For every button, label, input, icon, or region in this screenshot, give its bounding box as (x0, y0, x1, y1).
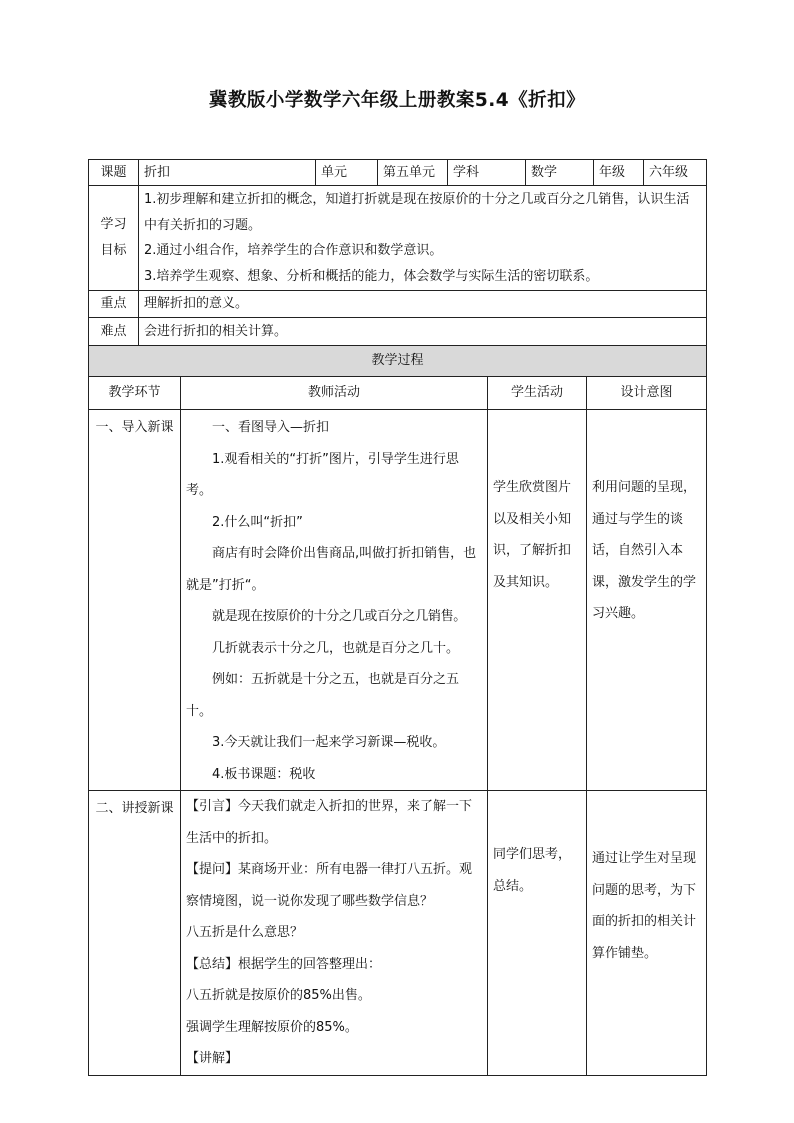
student-activity-cell: 同学们思考，总结。 (488, 791, 587, 1076)
subject-value: 数学 (526, 160, 594, 186)
key-point-label: 重点 (89, 291, 139, 318)
column-header-intent: 设计意图 (587, 377, 707, 410)
design-intent-cell: 通过让学生对呈现问题的思考，为下面的折扣的相关计算作铺垫。 (587, 791, 707, 1076)
goal-item: 1.初步理解和建立折扣的概念，知道打折就是现在按原价的十分之几或百分之几销售，认识生活中有关折扣的习题。 (144, 192, 690, 233)
unit-label: 单元 (316, 160, 378, 186)
topic-value: 折扣 (139, 160, 316, 186)
subject-label: 学科 (448, 160, 526, 186)
teacher-line: 商店有时会降价出售商品,叫做打折扣销售，也就是”打折“。 (186, 546, 477, 593)
column-header-student: 学生活动 (488, 377, 587, 410)
teacher-line: 八五折就是按原价的85%出售。 (186, 988, 371, 1003)
process-header: 教学过程 (89, 346, 707, 377)
column-header-teacher: 教师活动 (181, 377, 488, 410)
document-title: 冀教版小学数学六年级上册教案5.4《折扣》 (208, 90, 586, 111)
grade-value: 六年级 (644, 160, 707, 186)
teacher-line: 4.板书课题：税收 (212, 766, 316, 782)
teacher-line: 【提问】某商场开业：所有电器一律打八五折。观察情境图，说一说你发现了哪些数学信息？ (186, 862, 473, 909)
goals-label-line-1: 学习 (100, 217, 127, 232)
teacher-line: 【总结】根据学生的回答整理出： (186, 956, 382, 972)
column-header-stage: 教学环节 (89, 377, 181, 410)
teacher-line: 【引言】今天我们就走入折扣的世界，来了解一下生活中的折扣。 (186, 799, 473, 846)
table-row (89, 410, 707, 791)
teacher-line: 几折就表示十分之几，也就是百分之几十。 (212, 640, 460, 656)
goals-label (89, 186, 139, 291)
student-activity-cell: 学生欣赏图片以及相关小知识，了解折扣及其知识。 (488, 410, 587, 791)
stage-cell: 一、导入新课 (89, 410, 181, 791)
teaching-process-table (88, 345, 707, 1076)
teacher-line: 【讲解】 (186, 1051, 239, 1066)
teacher-activity-cell (181, 410, 488, 791)
grade-label: 年级 (594, 160, 644, 186)
teacher-line: 1.观看相关的“打折”图片，引导学生进行思考。 (186, 451, 459, 498)
goal-item: 2.通过小组合作，培养学生的合作意识和数学意识。 (144, 243, 443, 258)
lesson-info-table (88, 159, 707, 346)
teacher-line: 2.什么叫“折扣” (212, 514, 303, 530)
difficulty-label: 难点 (89, 318, 139, 346)
design-intent-cell: 利用问题的呈现，通过与学生的谈话，自然引入本课，激发学生的学习兴趣。 (587, 410, 707, 791)
teacher-line: 例如：五折就是十分之五，也就是百分之五十。 (186, 672, 460, 719)
teacher-line: 强调学生理解按原价的85%。 (186, 1019, 358, 1035)
table-row (89, 791, 707, 1076)
goals-content (139, 186, 707, 291)
teacher-line: 3.今天就让我们一起来学习新课—税收。 (212, 735, 446, 750)
key-point-value: 理解折扣的意义。 (139, 291, 707, 318)
teacher-line: 一、看图导入—折扣 (212, 420, 330, 435)
teacher-line: 八五折是什么意思？ (186, 925, 304, 940)
goals-label-line-2: 目标 (100, 243, 127, 258)
stage-cell: 二、讲授新课 (89, 791, 181, 1076)
goal-item: 3.培养学生观察、想象、分析和概括的能力，体会数学与实际生活的密切联系。 (144, 268, 599, 284)
topic-label: 课题 (89, 160, 139, 186)
unit-value: 第五单元 (378, 160, 448, 186)
teacher-line: 就是现在按原价的十分之几或百分之几销售。 (212, 609, 467, 624)
teacher-activity-cell (181, 791, 488, 1076)
difficulty-value: 会进行折扣的相关计算。 (139, 318, 707, 346)
